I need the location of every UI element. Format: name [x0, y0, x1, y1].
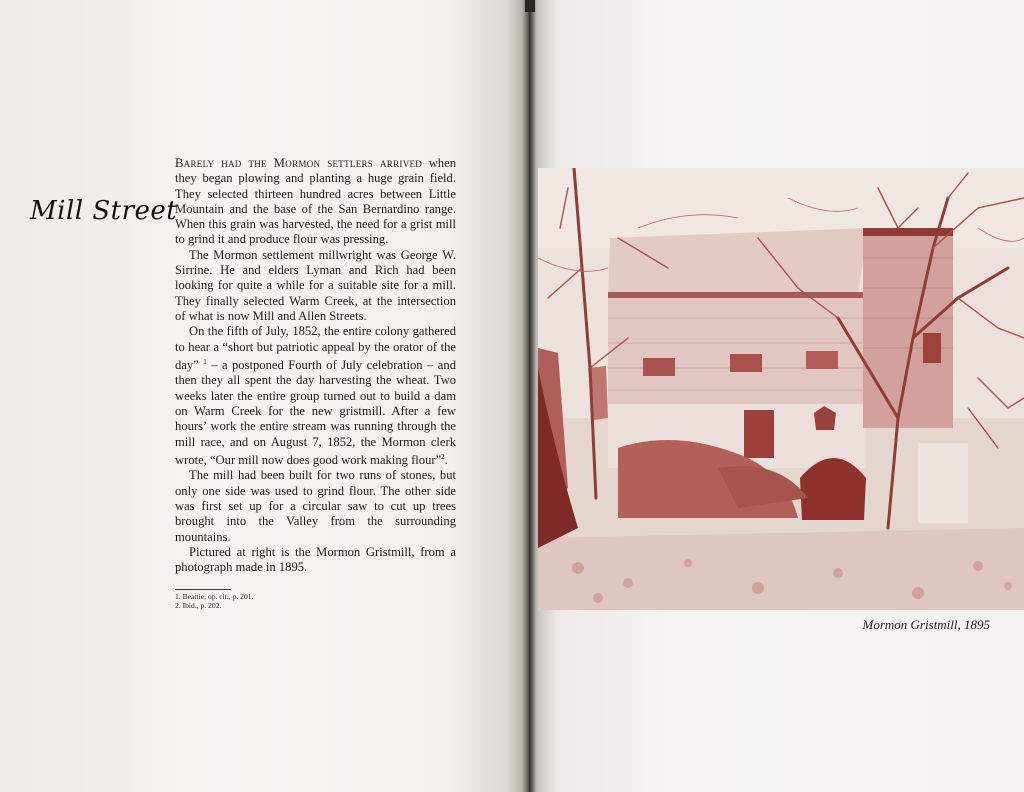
photo-caption: Mormon Gristmill, 1895: [862, 617, 990, 632]
paragraph-2: The Mormon settlement millwright was George W. Sirrine. He and elders Lyman and Rich had been looking for quite a while for a suitable site for a mill. They finally selected Warm Creek, at the intersection of what is now Mill and Allen Streets.: [175, 247, 456, 323]
chapter-title: Mill Street: [30, 196, 178, 226]
footnote-ref-2: 2: [441, 452, 445, 461]
paragraph-4: The mill had been built for two runs of stones, but only one side was used to grind flour. The other side was first set up for a circular saw to cut up trees brought into the Valley from the surrounding mountains.: [175, 468, 456, 544]
binding-edge: [525, 0, 535, 12]
body-text: [175, 156, 456, 575]
footnotes: [175, 592, 375, 610]
opening-smallcaps: Barely had the Mormon settlers arrived: [175, 156, 423, 170]
footnote-rule: [175, 589, 231, 590]
paragraph-5: Pictured at right is the Mormon Gristmill, from a photograph made in 1895.: [175, 544, 456, 575]
footnote-ref-1: 1: [203, 357, 207, 366]
paragraph-1-text: when they began plowing and planting a huge grain field. They selected thirteen hundred acres between Little Mountain and the base of the San Bernardino range. When this grain was harvested, the need for a grist mill to grind it and produce flour was pressing.: [175, 156, 456, 247]
footnote-2: 2. Ibid., p. 202.: [175, 601, 222, 610]
paragraph-3-text-a: On the fifth of July, 1852, the entire colony gathered to hear a “short but patriotic appeal by the orator of the day”: [175, 324, 456, 373]
paragraph-1: [175, 156, 456, 248]
book-gutter: [522, 0, 536, 792]
gristmill-photo: [538, 168, 1024, 610]
paragraph-3: [175, 324, 456, 468]
paragraph-3-text-c: .: [444, 453, 448, 468]
paragraph-3-text-b: – a postponed Fourth of July celebration – and then they all spent the day harvesting the wheat. Two weeks later the entire group turned out to build a dam on Warm Creek for the new gristmill. After a few hours’ work the entire stream was running through the mill race, and on August 7, 1852, the Mormon clerk wrote, “Our mill now does good work making flour”: [175, 358, 456, 468]
footnote-1: 1. Beattie, op. cit., p. 201.: [175, 592, 254, 601]
gristmill-photo-image: [538, 168, 1024, 610]
